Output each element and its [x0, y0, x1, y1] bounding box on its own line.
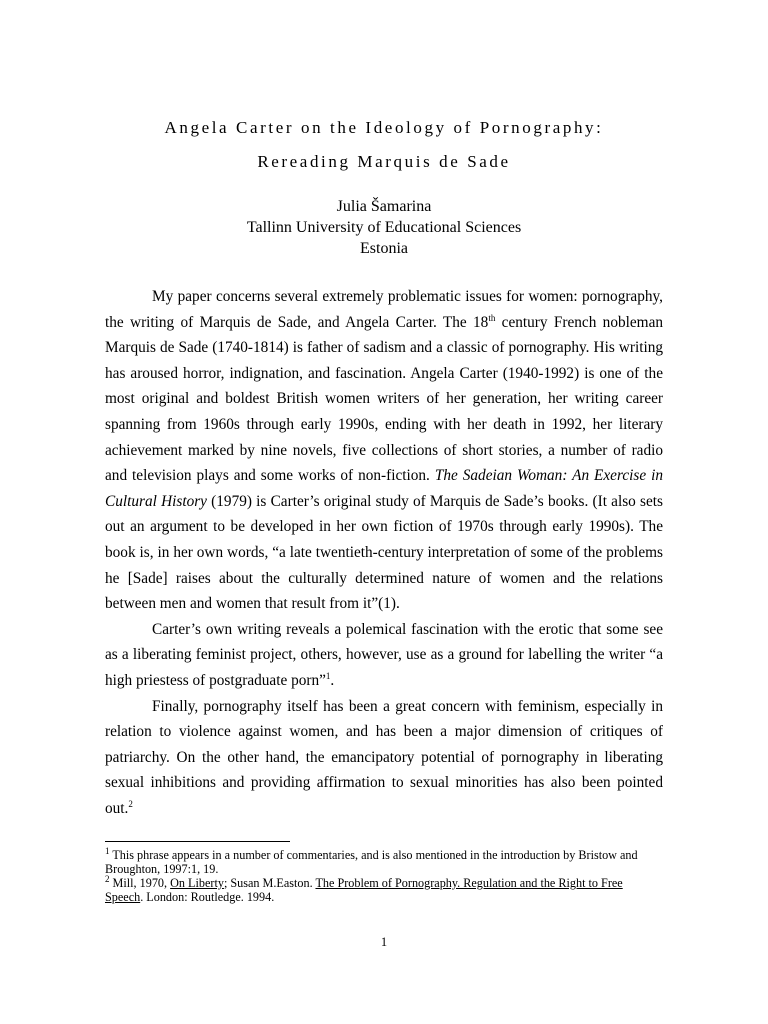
page-number: 1 [380, 935, 388, 949]
paragraph-3 [105, 694, 663, 822]
paragraph-1-text-b: century French nobleman Marquis de Sade (1740-1814) is father of sadism and a classic of pornography. His writing has aroused horror, indignation, and fascination. Angela Carter (1940-1992) is one of the most original and boldest British women writers of her generation, her writing career spanning from 1960s through early 1990s, ending with her death in 1992, her literary achievement marked by nine novels, five collections of short stories, a number of radio and television plays and some works of non-fiction. [105, 313, 664, 485]
footnote-2-number: 2 [105, 873, 110, 884]
on-liberty-title: On Liberty [170, 876, 224, 890]
ordinal-superscript: th [488, 312, 496, 323]
footnote-ref-2[interactable]: 2 [128, 798, 133, 809]
easton-book-title: The Problem of Pornography. Regulation and the Right to Free Speech [105, 876, 623, 904]
paper-title-line-2: Rereading Marquis de Sade [257, 152, 511, 171]
book-title-italic: The Sadeian Woman: An Exercise in Cultural History [105, 467, 663, 510]
paragraph-1-text-a: My paper concerns several extremely problematic issues for women: pornography, the writing of Marquis de Sade, and Angela Carter. The 18 [105, 288, 663, 331]
paragraph-2-text-a: Carter’s own writing reveals a polemical fascination with the erotic that some see as a liberating feminist project, others, however, use as a ground for labelling the writer “a high priestess of postgraduate porn” [105, 620, 663, 689]
footnote-1 [105, 845, 663, 876]
footnote-1-number: 1 [105, 845, 110, 856]
paragraph-2-text-b: . [330, 671, 335, 689]
paragraph-3-text-a: Finally, pornography itself has been a great concern with feminism, especially in relation to violence against women, and has been a major dimension of critiques of patriarchy. On the other hand, the emancipatory potential of pornography in liberating sexual inhibitions and providing affirmation to sexual minorities has also been pointed out. [105, 697, 663, 817]
paper-title-line-1: Angela Carter on the Ideology of Pornography: [164, 118, 604, 137]
footnote-ref-1[interactable]: 1 [325, 670, 331, 681]
footnote-2-text-a: Mill, 1970, [109, 876, 171, 890]
paragraph-2 [105, 617, 663, 694]
footnote-2-text-c: . London: Routledge. 1994. [140, 889, 275, 904]
author-affiliation: Tallinn University of Educational Sciences [246, 219, 522, 236]
author-country: Estonia [360, 240, 408, 257]
footnote-1-text: This phrase appears in a number of commentaries, and is also mentioned in the introduction by Bristow and Broughton, 1997:1, 19. [105, 848, 638, 876]
body-text [105, 284, 663, 821]
paragraph-1 [105, 284, 663, 617]
author-name: Julia Šamarina [336, 198, 432, 215]
footnote-separator [105, 841, 290, 842]
paragraph-1-text-c: (1979) is Carter’s original study of Marquis de Sade’s books. (It also sets out an argument to be developed in her own fiction of 1970s through early 1990s). The book is, in her own words, “a late twentieth-century interpretation of some of the problems he [Sade] raises about the culturally determined nature of women and the relations between men and women that result from it”(1). [105, 492, 663, 613]
footnote-2-text-b: ; Susan M.Easton. [223, 876, 316, 890]
footnote-2 [105, 873, 663, 904]
